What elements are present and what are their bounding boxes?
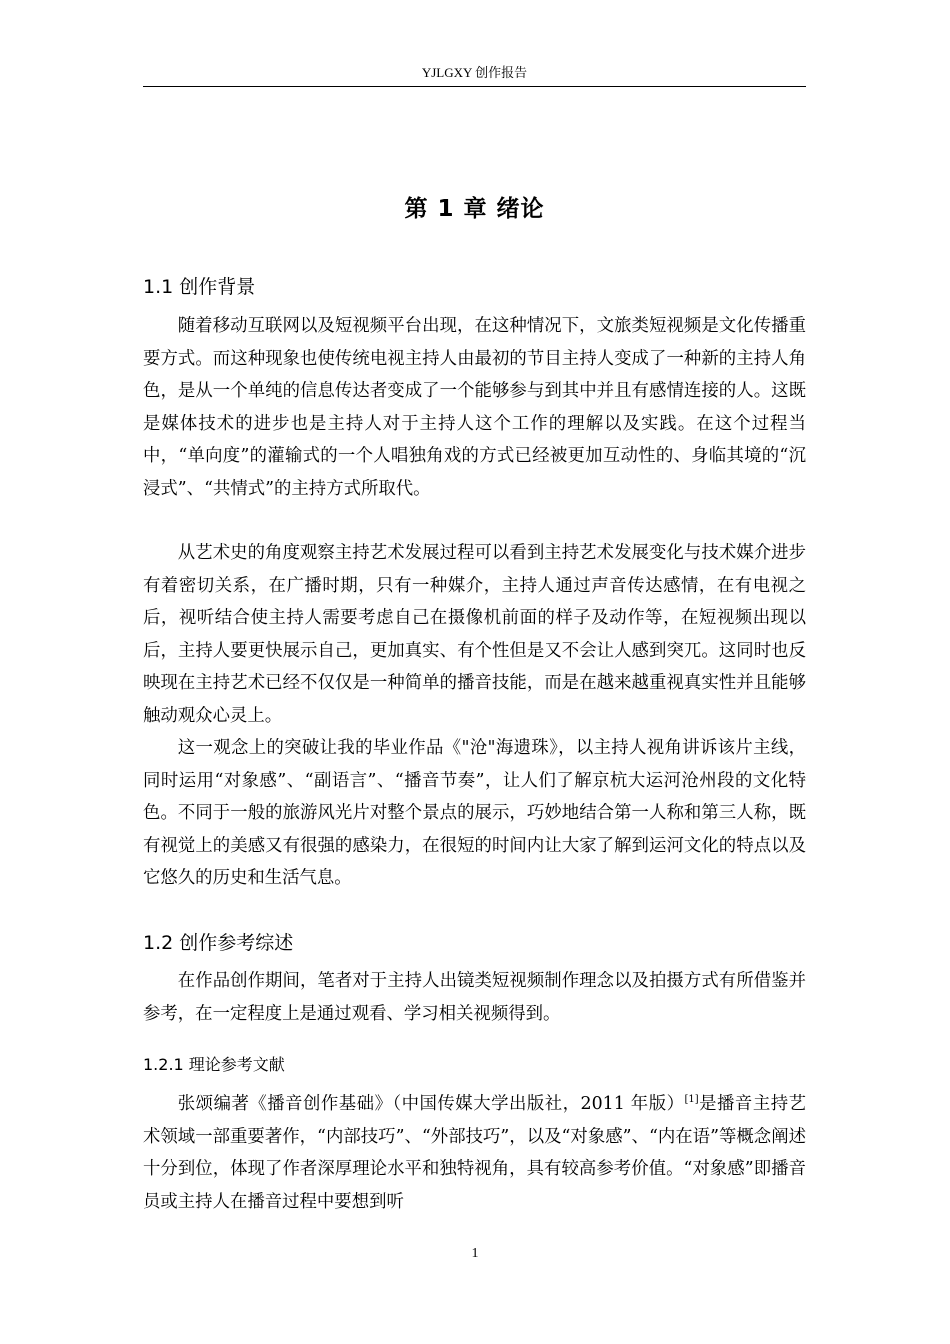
section-title-references: 1.2 创作参考综述 (143, 932, 294, 954)
subsection-title: 1.2.1 理论参考文献 (143, 1055, 285, 1074)
body-paragraph: 在作品创作期间，笔者对于主持人出镜类短视频制作理念以及拍摄方式有所借鉴并参考，在一定程度上是通过观看、学习相关视频得到。 (143, 971, 806, 1024)
section-title-background: 1.1 创作背景 (143, 276, 256, 298)
paragraph-text: 是播音主持艺术领域一部重要著作，“内部技巧”、“外部技巧”，以及“对象感”、“内在语”等概念阐述十分到位，体现了作者深厚理论水平和独特视角，具有较高参考价值。“对象感”即播音员或主持人在播音过程中要想到听 (143, 1094, 806, 1212)
page-header: YJLGXY 创作报告 (143, 60, 806, 87)
body-paragraph: 从艺术史的角度观察主持艺术发展过程可以看到主持艺术发展变化与技术媒介进步有着密切关系，在广播时期，只有一种媒介，主持人通过声音传达感情，在有电视之后，视听结合使主持人需要考虑自己在摄像机前面的样子及动作等，在短视频出现以后，主持人要更快展示自己，更加真实、有个性但是又不会让人感到突兀。这同时也反映现在主持艺术已经不仅仅是一种简单的播音技能，而是在越来越重视真实性并且能够触动观众心灵上。 (143, 543, 806, 726)
paragraph-text: 张颂编著《播音创作基础》（中国传媒大学出版社，2011 年版） (177, 1094, 685, 1114)
body-paragraph (143, 1088, 806, 1218)
citation-mark: [1] (684, 1094, 699, 1106)
chapter-title: 第 1 章 绪论 (404, 196, 545, 222)
body-paragraph: 随着移动互联网以及短视频平台出现，在这种情况下，文旅类短视频是文化传播重要方式。而这种现象也使传统电视主持人由最初的节目主持人变成了一种新的主持人角色，是从一个单纯的信息传达者变成了一个能够参与到其中并且有感情连接的人。这既是媒体技术的进步也是主持人对于主持人这个工作的理解以及实践。在这个过程当中，“单向度”的灌输式的一个人唱独角戏的方式已经被更加互动性的、身临其境的“沉浸式”、“共情式”的主持方式所取代。 (143, 316, 806, 499)
page-number: 1 (471, 1246, 479, 1261)
body-paragraph: 这一观念上的突破让我的毕业作品《"沧"海遗珠》，以主持人视角讲诉该片主线，同时运用“对象感”、“副语言”、“播音节奏”，让人们了解京杭大运河沧州段的文化特色。不同于一般的旅游风光片对整个景点的展示，巧妙地结合第一人称和第三人称，既有视觉上的美感又有很强的感染力，在很短的时间内让大家了解到运河文化的特点以及它悠久的历史和生活气息。 (143, 738, 806, 888)
